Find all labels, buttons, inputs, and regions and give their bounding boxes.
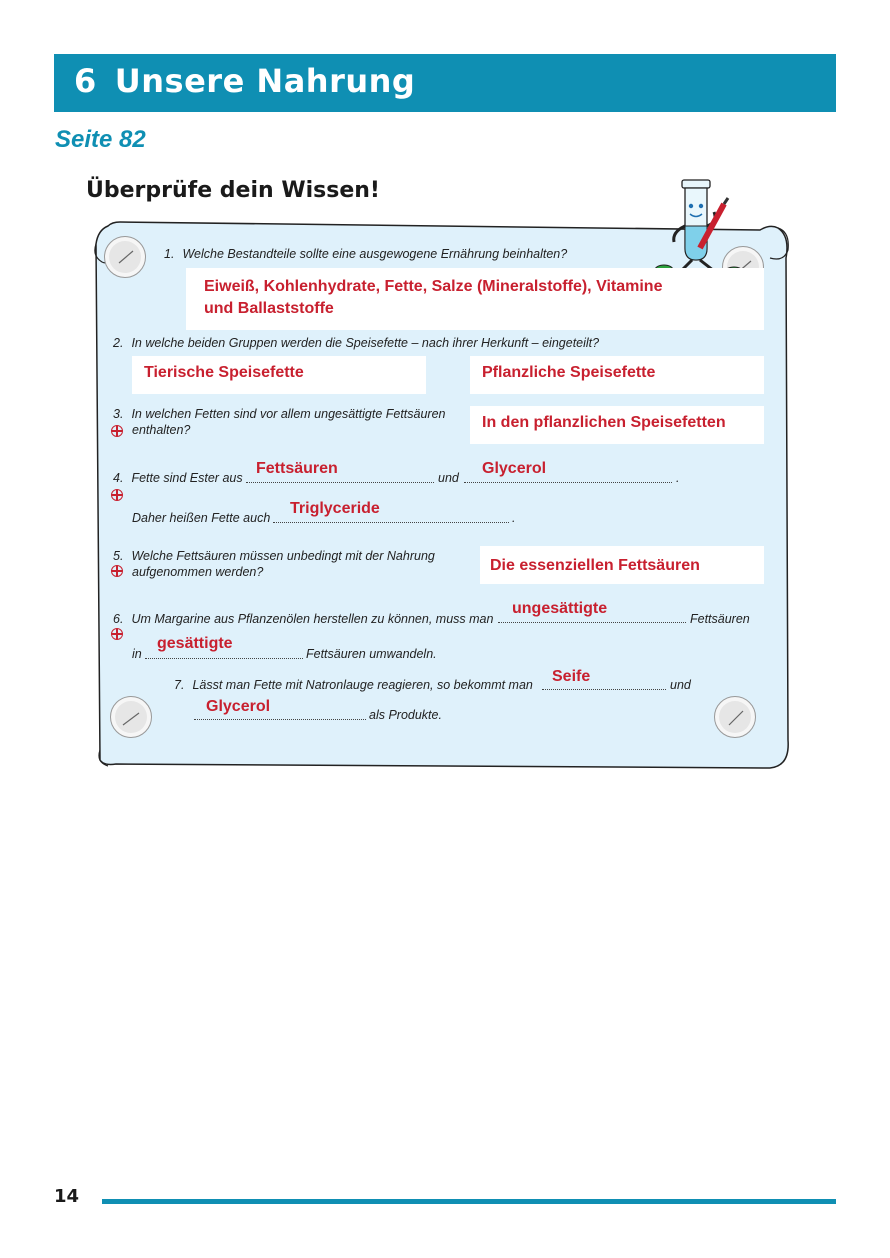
pin-icon xyxy=(714,696,756,738)
page-number: 14 xyxy=(54,1186,80,1207)
question-text-line2: enthalten? xyxy=(132,423,191,437)
question-6-suffix: Fettsäuren xyxy=(690,612,750,626)
question-number: 3. xyxy=(113,407,124,421)
answer-6a: ungesättigte xyxy=(512,600,608,617)
answer-6b: gesättigte xyxy=(157,635,233,652)
question-2 xyxy=(113,335,599,351)
question-7-line2-suffix: als Produkte. xyxy=(369,708,442,722)
answer-3: In den pflanzlichen Speisefetten xyxy=(482,414,726,431)
blank-line xyxy=(498,622,686,623)
question-5 xyxy=(113,548,435,580)
answer-7b: Glycerol xyxy=(206,698,271,715)
question-4-line2: Daher heißen Fette auch xyxy=(132,511,271,525)
question-7-and: und xyxy=(670,678,691,692)
question-text-line1: Welche Fettsäuren müssen unbedingt mit der Nahrung xyxy=(131,549,435,563)
question-text: In welche beiden Gruppen werden die Speisefette – nach ihrer Herkunft – eingeteilt? xyxy=(131,336,600,350)
blank-line xyxy=(194,719,366,720)
question-text: Welche Bestandteile sollte eine ausgewogene Ernährung beinhalten? xyxy=(182,247,568,261)
question-number: 5. xyxy=(113,549,124,563)
blank-line xyxy=(542,689,666,690)
question-6-line2: in xyxy=(132,647,142,661)
question-6-line2-suffix: Fettsäuren umwandeln. xyxy=(306,647,437,661)
question-text: Fette sind Ester aus xyxy=(131,471,243,485)
chapter-name: Unsere Nahrung xyxy=(114,62,416,100)
answer-4a: Fettsäuren xyxy=(256,460,338,477)
pin-icon xyxy=(104,236,146,278)
question-text: Lässt man Fette mit Natronlauge reagieren, so bekommt man xyxy=(192,678,533,692)
question-number: 2. xyxy=(113,336,124,350)
extra-task-icon xyxy=(111,565,123,577)
question-text: Um Margarine aus Pflanzenölen herstellen zu können, muss man xyxy=(131,612,494,626)
question-number: 7. xyxy=(174,678,185,692)
question-4-line2-period: . xyxy=(512,511,516,525)
question-4-period: . xyxy=(676,471,680,485)
footer-rule xyxy=(102,1199,836,1204)
answer-7a: Seife xyxy=(552,668,591,685)
extra-task-icon xyxy=(111,489,123,501)
question-4-and: und xyxy=(438,471,459,485)
question-text-line2: aufgenommen werden? xyxy=(132,565,264,579)
answer-2-right: Pflanzliche Speisefette xyxy=(482,364,656,381)
extra-task-icon xyxy=(111,628,123,640)
answer-1: Eiweiß, Kohlenhydrate, Fette, Salze (Mineralstoffe), Vitamine und Ballaststoffe xyxy=(204,278,663,317)
answer-2-left: Tierische Speisefette xyxy=(144,364,304,381)
question-number: 1. xyxy=(164,247,175,261)
page-reference: Seite 82 xyxy=(55,126,146,153)
answer-4c: Triglyceride xyxy=(290,500,380,517)
question-7 xyxy=(174,677,533,693)
answer-4b: Glycerol xyxy=(482,460,547,477)
answer-5: Die essenziellen Fettsäuren xyxy=(490,557,700,574)
question-4 xyxy=(113,470,243,486)
blank-line xyxy=(145,658,303,659)
blank-line xyxy=(246,482,434,483)
question-number: 6. xyxy=(113,612,124,626)
section-heading: Überprüfe dein Wissen! xyxy=(86,178,380,203)
chapter-number: 6 xyxy=(74,62,97,100)
extra-task-icon xyxy=(111,425,123,437)
question-3 xyxy=(113,406,446,438)
question-number: 4. xyxy=(113,471,124,485)
question-6 xyxy=(113,611,493,627)
question-text-line1: In welchen Fetten sind vor allem ungesättigte Fettsäuren xyxy=(131,407,446,421)
question-1 xyxy=(164,246,567,262)
pin-icon xyxy=(110,696,152,738)
blank-line xyxy=(464,482,672,483)
blank-line xyxy=(273,522,509,523)
